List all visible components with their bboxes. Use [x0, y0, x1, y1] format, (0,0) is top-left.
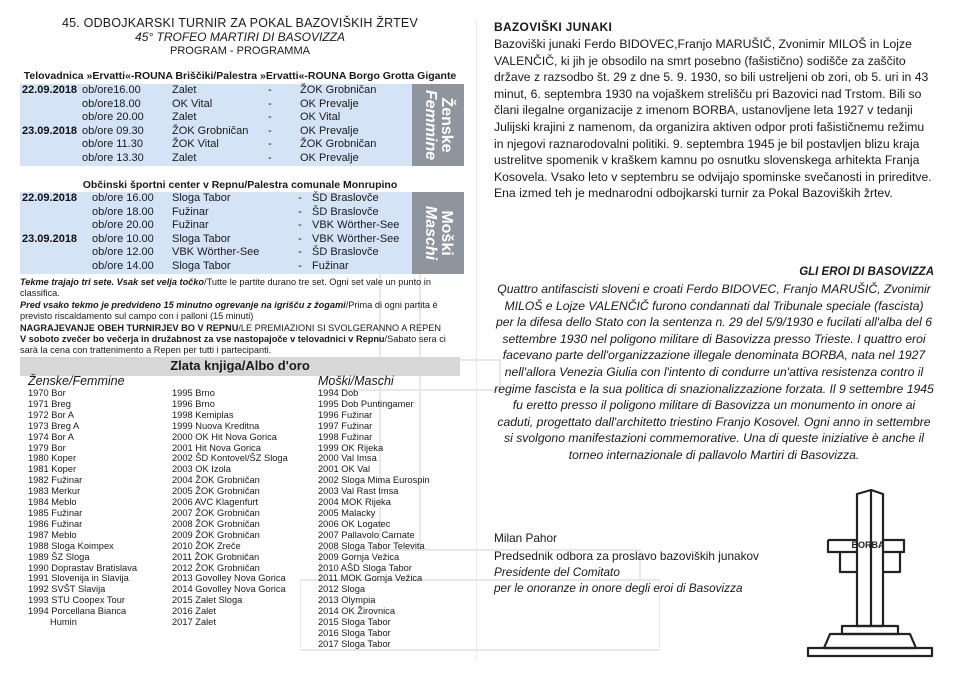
winner-entry: 2007 ŽOK Grobničan — [172, 507, 260, 518]
match-team-a: Fužinar — [172, 205, 209, 218]
winner-entry: 2004 MOK Rijeka — [318, 497, 391, 508]
winner-entry: 1989 ŠZ Sloga — [28, 551, 90, 562]
winner-entry: 2004 ŽOK Grobničan — [172, 475, 260, 486]
winner-entry: 2011 ŽOK Grobničan — [172, 551, 260, 562]
winner-entry: 1987 Meblo — [28, 529, 77, 540]
match-team-a: Sloga Tabor — [172, 232, 231, 245]
winner-entry: 2013 Olympia — [318, 595, 376, 606]
match-time: ob/ore 09.30 — [82, 124, 144, 137]
match-time: ob/ore 11.30 — [82, 138, 143, 151]
winner-entry: 1985 Fužinar — [28, 507, 83, 518]
winner-entry: 2005 ŽOK Grobničan — [172, 486, 260, 497]
match-team-b: VBK Wörther-See — [312, 232, 400, 245]
match-dash: - — [268, 111, 272, 124]
women-winners-col2 — [172, 388, 288, 628]
monument-icon — [800, 488, 940, 660]
winner-entry: 1984 Meblo — [28, 497, 77, 508]
winner-entry: 1992 SVŠT Slavija — [28, 584, 106, 595]
winner-entry: 2016 Sloga Tabor — [318, 627, 391, 638]
winner-entry: 2011 MOK Gornja Vežica — [318, 573, 423, 584]
winner-entry: 2003 Val Rast Imsa — [318, 486, 399, 497]
tournament-notes — [20, 277, 460, 357]
women-winners-col1 — [28, 388, 137, 628]
winner-entry: 1994 Porcellana Bianca — [28, 606, 127, 617]
match-team-a: Zalet — [172, 111, 197, 124]
match-team-a: ŽOK Vital — [172, 138, 219, 151]
note-warmup: /Prima di ogni partita è previsto riscaldamento sul campo con i palloni (15 minuti) — [20, 299, 438, 322]
winner-entry: 1999 Nuova Kreditna — [172, 420, 260, 431]
men-match-row — [20, 219, 415, 233]
winner-entry: 1999 OK Rijeka — [318, 442, 384, 453]
match-team-b: Fužinar — [312, 259, 349, 272]
match-dash: - — [268, 151, 272, 164]
match-date: 23.09.2018 — [22, 124, 78, 137]
winner-entry: 1993 STU Coopex Tour — [28, 595, 125, 606]
women-label-sl: Ženske — [438, 97, 455, 153]
match-dash: - — [268, 84, 272, 96]
match-team-b: ŠD Braslovče — [312, 205, 379, 218]
match-time: ob/ore 14.00 — [92, 259, 154, 272]
women-match-row — [20, 138, 415, 152]
match-dash: - — [298, 259, 302, 272]
men-venue: Občinski športni center v Repnu/Palestra comunale Monrupino — [82, 179, 398, 191]
signature-role-sl: Predsednik odbora za proslavo bazoviških junakov — [494, 549, 759, 563]
match-dash: - — [298, 192, 302, 204]
winner-entry: 1982 Fužinar — [28, 475, 83, 486]
heroes-title-sl: BAZOVIŠKI JUNAKI — [494, 20, 613, 34]
winner-entry: 1981 Koper — [28, 464, 77, 475]
match-team-b: VBK Wörther-See — [312, 219, 400, 232]
women-match-row — [20, 125, 415, 139]
match-team-a: Zalet — [172, 84, 197, 96]
match-team-a: Sloga Tabor — [172, 192, 231, 204]
women-match-row — [20, 111, 415, 125]
match-team-a: Zalet — [172, 151, 197, 164]
winner-entry: 1979 Bor — [28, 442, 66, 453]
winner-entry: 2014 OK Žirovnica — [318, 606, 395, 617]
match-dash: - — [298, 246, 302, 259]
program-label: PROGRAM - PROGRAMMA — [170, 45, 310, 57]
men-label-it: Maschi — [422, 205, 439, 261]
winner-entry: 1986 Fužinar — [28, 518, 83, 529]
match-team-b: OK Prevalje — [300, 124, 359, 137]
men-match-row — [20, 260, 415, 274]
winner-entry: 2009 ŽOK Grobničan — [172, 529, 260, 540]
women-winners-label: Ženske/Femmine — [28, 374, 125, 388]
match-time: ob/ore 20.00 — [82, 111, 144, 124]
winner-entry: 2015 Zalet Sloga — [172, 595, 243, 606]
column-divider — [476, 20, 477, 660]
winner-entry: 2005 Malacky — [318, 507, 376, 518]
winner-entry: 2001 Hit Nova Gorica — [172, 442, 261, 453]
match-time: ob/ore 20.00 — [92, 219, 154, 232]
note-awards-bold: NAGRAJEVANJE OBEH TURNIRJEV BO V REPNU — [20, 322, 239, 333]
winner-entry: 2001 OK Val — [318, 464, 371, 475]
match-team-b: ŽOK Grobničan — [300, 138, 377, 151]
winner-entry: 1996 Fužinar — [318, 409, 373, 420]
winner-entry: 2003 OK Izola — [172, 464, 231, 475]
winner-entry: 1971 Breg — [28, 398, 71, 409]
match-dash: - — [268, 124, 272, 137]
match-time: ob/ore 13.30 — [82, 151, 144, 164]
winner-entry: 1997 Fužinar — [318, 420, 373, 431]
winner-entry: 2010 ŽOK Zreče — [172, 540, 241, 551]
winner-entry: 2017 Sloga Tabor — [318, 638, 391, 649]
men-match-row — [20, 246, 415, 260]
men-label-sl: Moški — [438, 210, 455, 256]
winner-entry: 2012 Sloga — [318, 584, 366, 595]
winner-entry: 2016 Zalet — [172, 606, 216, 617]
match-time: ob/ore 16.00 — [92, 192, 154, 204]
page-title: 45. ODBOJKARSKI TURNIR ZA POKAL BAZOVIŠKIH ŽRTEV — [62, 16, 418, 30]
winner-entry: 2000 Val Imsa — [318, 453, 377, 464]
women-match-row — [20, 98, 415, 112]
match-team-a: ŽOK Grobničan — [172, 124, 249, 137]
winner-entry: 1988 Sloga Koimpex — [28, 540, 114, 551]
women-side-label — [412, 84, 464, 166]
note-sets-bold: Tekme trajajo tri sete. Vsak set velja točko — [20, 277, 205, 287]
match-date: 22.09.2018 — [22, 192, 78, 204]
winner-entry: 2012 ŽOK Grobničan — [172, 562, 260, 573]
winner-entry: 2002 Sloga Mima Eurospin — [318, 475, 430, 486]
men-side-label — [412, 192, 464, 274]
winner-entry: 1991 Slovenija in Slavija — [28, 573, 129, 584]
note-dinner: /Sabato sera ci sarà la cena con trattenimento a Repen per tutti i partecipanti. — [20, 334, 446, 356]
note-dinner-bold: V soboto zvečer bo večerja in družabnost za vse nastopajoče v telovadnici v Repnu — [20, 334, 385, 345]
men-schedule — [20, 192, 415, 274]
note-warmup-bold: Pred vsako tekmo je predvideno 15 minutno ogrevanje na igrišču z žogami — [20, 299, 346, 310]
women-match-row — [20, 84, 415, 98]
men-match-row — [20, 206, 415, 220]
winner-entry: 2017 Zalet — [172, 617, 216, 628]
match-date: 23.09.2018 — [22, 232, 78, 245]
match-team-b: OK Prevalje — [300, 151, 359, 164]
winner-entry: 1996 Brno — [172, 398, 215, 409]
winner-entry: 2015 Sloga Tabor — [318, 617, 391, 628]
winner-entry: 1998 Kemiplas — [172, 409, 234, 420]
winner-entry: 1994 Dob — [318, 388, 359, 398]
winner-entry: 1980 Koper — [28, 453, 77, 464]
winner-entry: 2008 ŽOK Grobničan — [172, 518, 260, 529]
match-team-b: ŽOK Grobničan — [300, 84, 377, 96]
winner-entry: 1998 Fužinar — [318, 431, 373, 442]
match-dash: - — [298, 219, 302, 232]
match-date: 22.09.2018 — [22, 84, 78, 96]
match-time: ob/ore16.00 — [82, 84, 141, 96]
match-team-b: ŠD Braslovče — [312, 192, 379, 204]
signature-role-it2: per le onoranze in onore degli eroi di Basovizza — [494, 581, 743, 595]
winner-entry: 2002 ŠD Kontovel/ŠZ Sloga — [172, 453, 288, 464]
men-match-row — [20, 233, 415, 247]
winner-entry: 1972 Bor A — [28, 409, 75, 420]
match-time: ob/ore18.00 — [82, 97, 141, 110]
heroes-title-it: GLI EROI DI BASOVIZZA — [799, 266, 934, 278]
signature-role-it1: Presidente del Comitato — [494, 565, 620, 579]
men-winners-col — [318, 388, 430, 650]
winner-entry: 2008 Sloga Tabor Televita — [318, 540, 425, 551]
winner-entry: 2010 AŠD Sloga Tabor — [318, 562, 412, 573]
heroes-text-it: Quattro antifascisti sloveni e croati Ferdo BIDOVEC, Franjo MARUŠIČ, Zvonimir MILOŠ e Lojze VALENČIČ furono condannati dal Tribunale speciale (fascista) per la difesa dello Stato con la sentenza n. 29 del 5/9/1930 e fucilati all'alba del 6 settembre 1930 nel poligono militare di Basovizza presso Trieste. I quattro eroi facevano parte dell'organizzazione illegale denominata BORBA, nata nel 1927 nell'allora Venezia Giulia con l'intento di condurre un'attiva resistenza contro il regime fascista e la sua politica di snazionalizzazione forzata. Il 9 settembre 1945 fu eretto presso il poligono militare di Basovizza un monumento in onore ai caduti, progettato dall'architetto triestino Franjo Kosovel. Ogni anno in settembre si svolgono manifestazioni commemorative. Una di queste iniziative è anche il torneo internazionale di pallavolo Martiri di Basovizza. — [494, 282, 934, 462]
match-time: ob/ore 12.00 — [92, 246, 154, 259]
winner-entry: 2000 OK Hit Nova Gorica — [172, 431, 277, 442]
match-team-a: OK Vital — [172, 97, 213, 110]
winner-entry: 1995 Brno — [172, 388, 215, 398]
winner-entry: 1983 Merkur — [28, 486, 81, 497]
winner-entry: 2013 Govolley Nova Gorica — [172, 573, 286, 584]
match-dash: - — [268, 97, 272, 110]
match-dash: - — [298, 232, 302, 245]
winner-entry: 1973 Breg A — [28, 420, 80, 431]
men-winners-label: Moški/Maschi — [318, 374, 394, 388]
winner-entry: 1974 Bor A — [28, 431, 75, 442]
winner-entry: 1990 Doprastav Bratislava — [28, 562, 138, 573]
winner-entry: Humin — [50, 617, 77, 628]
match-dash: - — [268, 138, 272, 151]
page-subtitle: 45° TROFEO MARTIRI DI BASOVIZZA — [135, 30, 345, 44]
heroes-text-sl: Bazoviški junaki Ferdo BIDOVEC,Franjo MARUŠIČ, Zvonimir MILOŠ in Lojze VALENČIČ, ki jih je obsodilo na smrt posebno (fašistično) sodišče za zaščito države z razsodbo št. 29 z dne 5. 9. 1930, so bili ustreljeni ob zori, ob 5. uri in 43 minut, 6. septembra 1930 na vojaškem strelišču pri Bazovici nad Trstom. Bili so člani ilegalne organizacije z imenom BORBA, ustanovljene leta 1927 v tedanji Julijski krajini z namenom, da organizira aktiven odpor proti fašističnemu režimu in njegovi raznarodovalni politiki. 9. septembra 1945 je bil postavljen blizu kraja ustrelitve spomenik v kraškem kamnu po osnutku slovenskega arhitekta Franja Kosovela. Vsako leto v septembru se odvijajo spominske svečanosti in prireditve. Ena izmed teh je mednarodni odbojkarski turnir za Pokal Bazoviških žrtev. — [494, 37, 932, 201]
winner-entry: 2009 Gornja Vežica — [318, 551, 400, 562]
note-sets: /Tutte le partite durano tre set. Ogni set vale un punto in classifica. — [20, 277, 431, 299]
winner-entry: 2006 OK Logatec — [318, 518, 391, 529]
men-match-row — [20, 192, 415, 206]
match-team-a: VBK Wörther-See — [172, 246, 260, 259]
match-dash: - — [298, 205, 302, 218]
match-team-b: OK Prevalje — [300, 97, 359, 110]
winner-entry: 1995 Dob Puntingamer — [318, 398, 414, 409]
women-label-it: Femmine — [422, 89, 439, 161]
match-time: ob/ore 18.00 — [92, 205, 154, 218]
women-match-row — [20, 152, 415, 166]
winner-entry: 2014 Govolley Nova Gorica — [172, 584, 286, 595]
winner-entry: 1970 Bor — [28, 388, 66, 398]
match-team-a: Fužinar — [172, 219, 209, 232]
women-schedule — [20, 84, 415, 166]
note-awards: /LE PREMIAZIONI SI SVOLGERANNO A REPEN — [238, 322, 442, 333]
winner-entry: 2006 AVC Klagenfurt — [172, 497, 259, 508]
match-time: ob/ore 10.00 — [92, 232, 154, 245]
monument-inscription: BORBA — [851, 540, 885, 550]
winner-entry: 2007 Pallavolo Carnate — [318, 529, 415, 540]
honor-roll-title: Zlata knjiga/Albo d'oro — [170, 358, 310, 373]
match-team-a: Sloga Tabor — [172, 259, 231, 272]
women-venue: Telovadnica »Ervatti«-ROUNA Briščiki/Palestra »Ervatti«-ROUNA Borgo Grotta Gigante — [23, 70, 457, 82]
match-team-b: ŠD Braslovče — [312, 246, 379, 259]
match-team-b: OK Vital — [300, 111, 341, 124]
signature-name: Milan Pahor — [494, 531, 557, 545]
